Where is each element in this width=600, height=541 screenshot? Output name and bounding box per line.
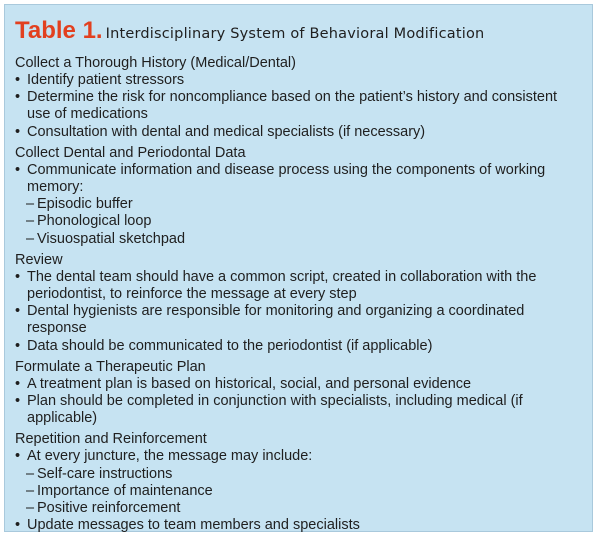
bullet-item: • Communicate information and disease process using the components of working memory: [15, 162, 582, 196]
bullet-item: • Identify patient stressors [15, 72, 582, 89]
section-heading: Formulate a Therapeutic Plan [15, 358, 206, 375]
bullet-list [15, 162, 582, 196]
bullet-item: • Determine the risk for noncompliance based on the patient’s history and consistent use of medications [15, 89, 582, 123]
bullet-item: • Update messages to team members and specialists [15, 517, 582, 534]
bullet-item: • Dental hygienists are responsible for monitoring and organizing a coordinated response [15, 303, 582, 337]
section-heading: Collect a Thorough History (Medical/Dental) [15, 55, 296, 71]
dash-item: – Visuospatial sketchpad [15, 231, 582, 248]
bullet-item: • Data should be communicated to the periodontist (if applicable) [15, 338, 582, 355]
dash-item: – Positive reinforcement [15, 500, 582, 517]
table-number: Table 1. [15, 17, 103, 44]
table-1-box [4, 4, 593, 532]
bullet-item: • At every juncture, the message may include: [15, 448, 582, 465]
section-history [15, 55, 582, 141]
bullet-list [15, 376, 582, 428]
dash-list [15, 466, 582, 518]
section-dental-data [15, 145, 582, 248]
bullet-item: • A treatment plan is based on historical, social, and personal evidence [15, 376, 582, 393]
table-title-text: Interdisciplinary System of Behavioral Modification [105, 26, 485, 42]
dash-item: – Importance of maintenance [15, 483, 582, 500]
section-repetition [15, 431, 582, 534]
bullet-list [15, 448, 582, 465]
section-therapeutic-plan [15, 359, 582, 428]
bullet-item: • Plan should be completed in conjunction with specialists, including medical (if applicable) [15, 393, 582, 427]
section-review [15, 252, 582, 355]
bullet-list [15, 517, 582, 534]
dash-list [15, 196, 582, 248]
bullet-list [15, 269, 582, 355]
dash-item: – Episodic buffer [15, 196, 582, 213]
section-heading: Review [15, 251, 63, 268]
dash-item: – Phonological loop [15, 213, 582, 230]
bullet-item: • The dental team should have a common script, created in collaboration with the periodontist, to reinforce the message at every step [15, 269, 582, 303]
section-heading: Repetition and Reinforcement [15, 431, 207, 448]
dash-item: – Self-care instructions [15, 466, 582, 483]
table-title [15, 17, 582, 45]
bullet-list [15, 72, 582, 141]
section-heading: Collect Dental and Periodontal Data [15, 144, 246, 161]
bullet-item: • Consultation with dental and medical specialists (if necessary) [15, 124, 582, 141]
